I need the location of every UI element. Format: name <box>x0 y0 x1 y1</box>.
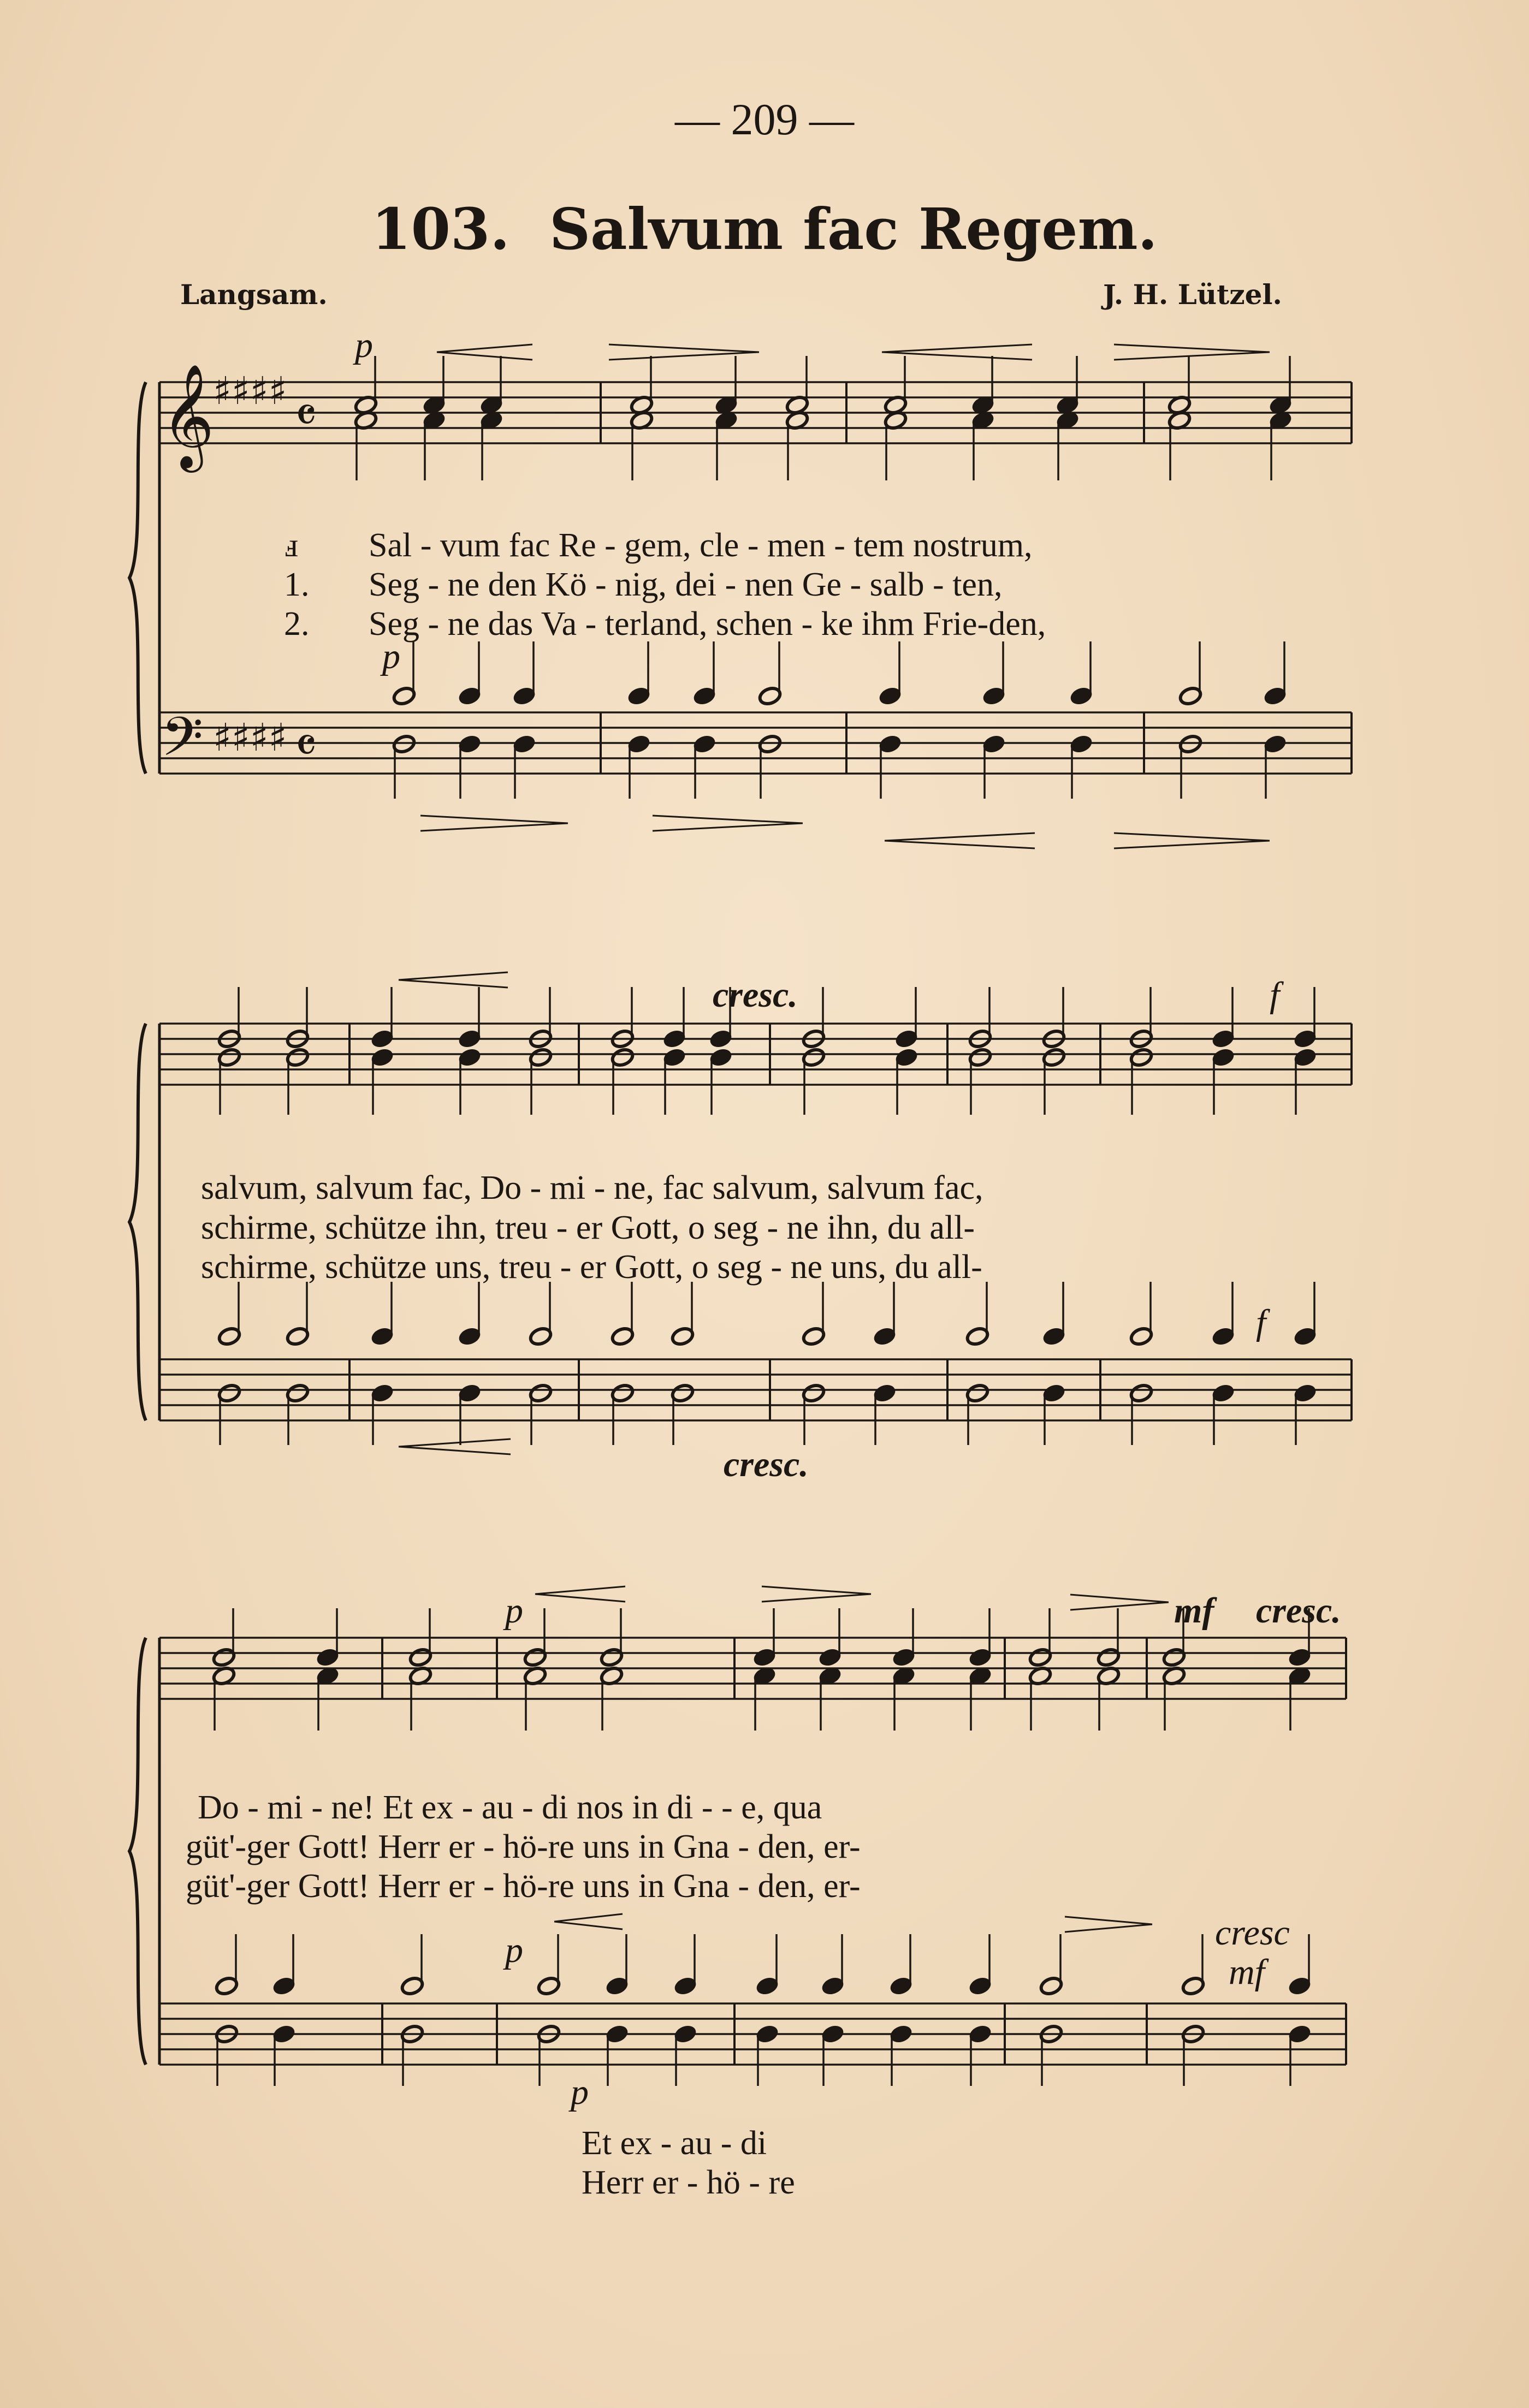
hairpin <box>762 1586 871 1594</box>
dynamic-f: f <box>1256 1303 1266 1342</box>
hairpin <box>399 1439 511 1447</box>
dynamic-p: p <box>505 1591 523 1631</box>
hairpin <box>554 1914 623 1922</box>
hairpin <box>653 816 803 823</box>
dynamic-cresc: cresc. <box>724 1444 809 1484</box>
dynamic-p: p <box>571 2072 589 2112</box>
hairpin <box>399 1447 511 1454</box>
dynamic-cresc: cresc <box>1215 1913 1290 1953</box>
lyric-line: Seg - ne das Va - terland, schen - ke ihm Frie-den, <box>369 605 1046 643</box>
key-signature: ♯♯♯♯ <box>213 368 287 413</box>
dynamic-p: p <box>505 1930 523 1970</box>
time-signature: 𝄴 <box>295 717 317 775</box>
page-number: — 209 — <box>675 94 854 144</box>
dynamic-f: f <box>1270 975 1280 1015</box>
hairpin <box>420 816 568 823</box>
hairpin <box>554 1922 623 1929</box>
verse-marker: 1. <box>284 566 310 603</box>
hairpin <box>1065 1924 1152 1932</box>
composer: J. H. Lützel. <box>1103 278 1282 311</box>
hairpin <box>882 344 1032 352</box>
lyric-line: Sal - vum fac Re - gem, cle - men - tem nostrum, <box>369 527 1033 564</box>
tempo-marking: Langsam. <box>180 278 328 311</box>
hairpin <box>1114 833 1270 841</box>
hairpin <box>885 833 1035 841</box>
dynamic-cresc: cresc. <box>713 975 798 1015</box>
hairpin <box>535 1594 625 1602</box>
hairpin <box>885 841 1035 848</box>
lyric-line: güt'-ger Gott! Herr er - hö-re uns in Gna - den, er- <box>186 1828 861 1865</box>
system-brace <box>129 1024 146 1420</box>
hymn-name: Salvum fac Regem. <box>549 195 1158 263</box>
time-signature: 𝄴 <box>295 387 317 444</box>
hairpin <box>399 972 508 980</box>
hairpin <box>1114 352 1270 360</box>
system-brace <box>129 382 146 774</box>
bass-lyric-line: Et ex - au - di <box>582 2125 767 2162</box>
dynamic-mf: mf <box>1229 1952 1265 1992</box>
verse-marker: 2. <box>284 605 310 643</box>
hairpin <box>1070 1595 1169 1602</box>
system-brace <box>129 1638 146 2065</box>
lyric-line: salvum, salvum fac, Do - mi - ne, fac salvum, salvum fac, <box>201 1169 983 1206</box>
lyric-line: güt'-ger Gott! Herr er - hö-re uns in Gna - den, er- <box>186 1868 861 1905</box>
hymn-number: 103. <box>371 195 510 263</box>
hairpin <box>1070 1602 1169 1610</box>
hairpin <box>437 344 532 352</box>
hairpin <box>420 823 568 831</box>
lyric-line: Seg - ne den Kö - nig, dei - nen Ge - salb - ten, <box>369 566 1003 603</box>
lyric-line: Do - mi - ne! Et ex - au - di nos in di - - e, qua <box>198 1789 822 1826</box>
hairpin <box>609 344 759 352</box>
key-signature: ♯♯♯♯ <box>213 715 287 760</box>
hairpin <box>1065 1917 1152 1924</box>
dynamic-p: p <box>355 325 373 365</box>
hairpin <box>535 1586 625 1594</box>
bass-lyric-line: Herr er - hö - re <box>582 2164 795 2201</box>
bass-clef: 𝄢 <box>161 706 204 782</box>
dynamic-p: p <box>382 637 400 676</box>
hairpin <box>653 823 803 831</box>
hairpin <box>1114 841 1270 848</box>
hairpin <box>437 352 532 360</box>
hairpin <box>762 1594 871 1602</box>
lyric-line: schirme, schütze ihn, treu - er Gott, o seg - ne ihn, du all- <box>201 1209 975 1246</box>
hairpin <box>1114 344 1270 352</box>
hymn-title <box>0 195 1529 263</box>
hairpin <box>399 980 508 988</box>
treble-clef: 𝄞 <box>161 363 215 468</box>
lyric-line: schirme, schütze uns, treu - er Gott, o seg - ne uns, du all- <box>201 1248 982 1286</box>
verse-marker: ⅎ <box>284 527 298 564</box>
dynamic-cresc: cresc. <box>1256 1591 1341 1631</box>
dynamic-mf: mf <box>1174 1591 1214 1631</box>
